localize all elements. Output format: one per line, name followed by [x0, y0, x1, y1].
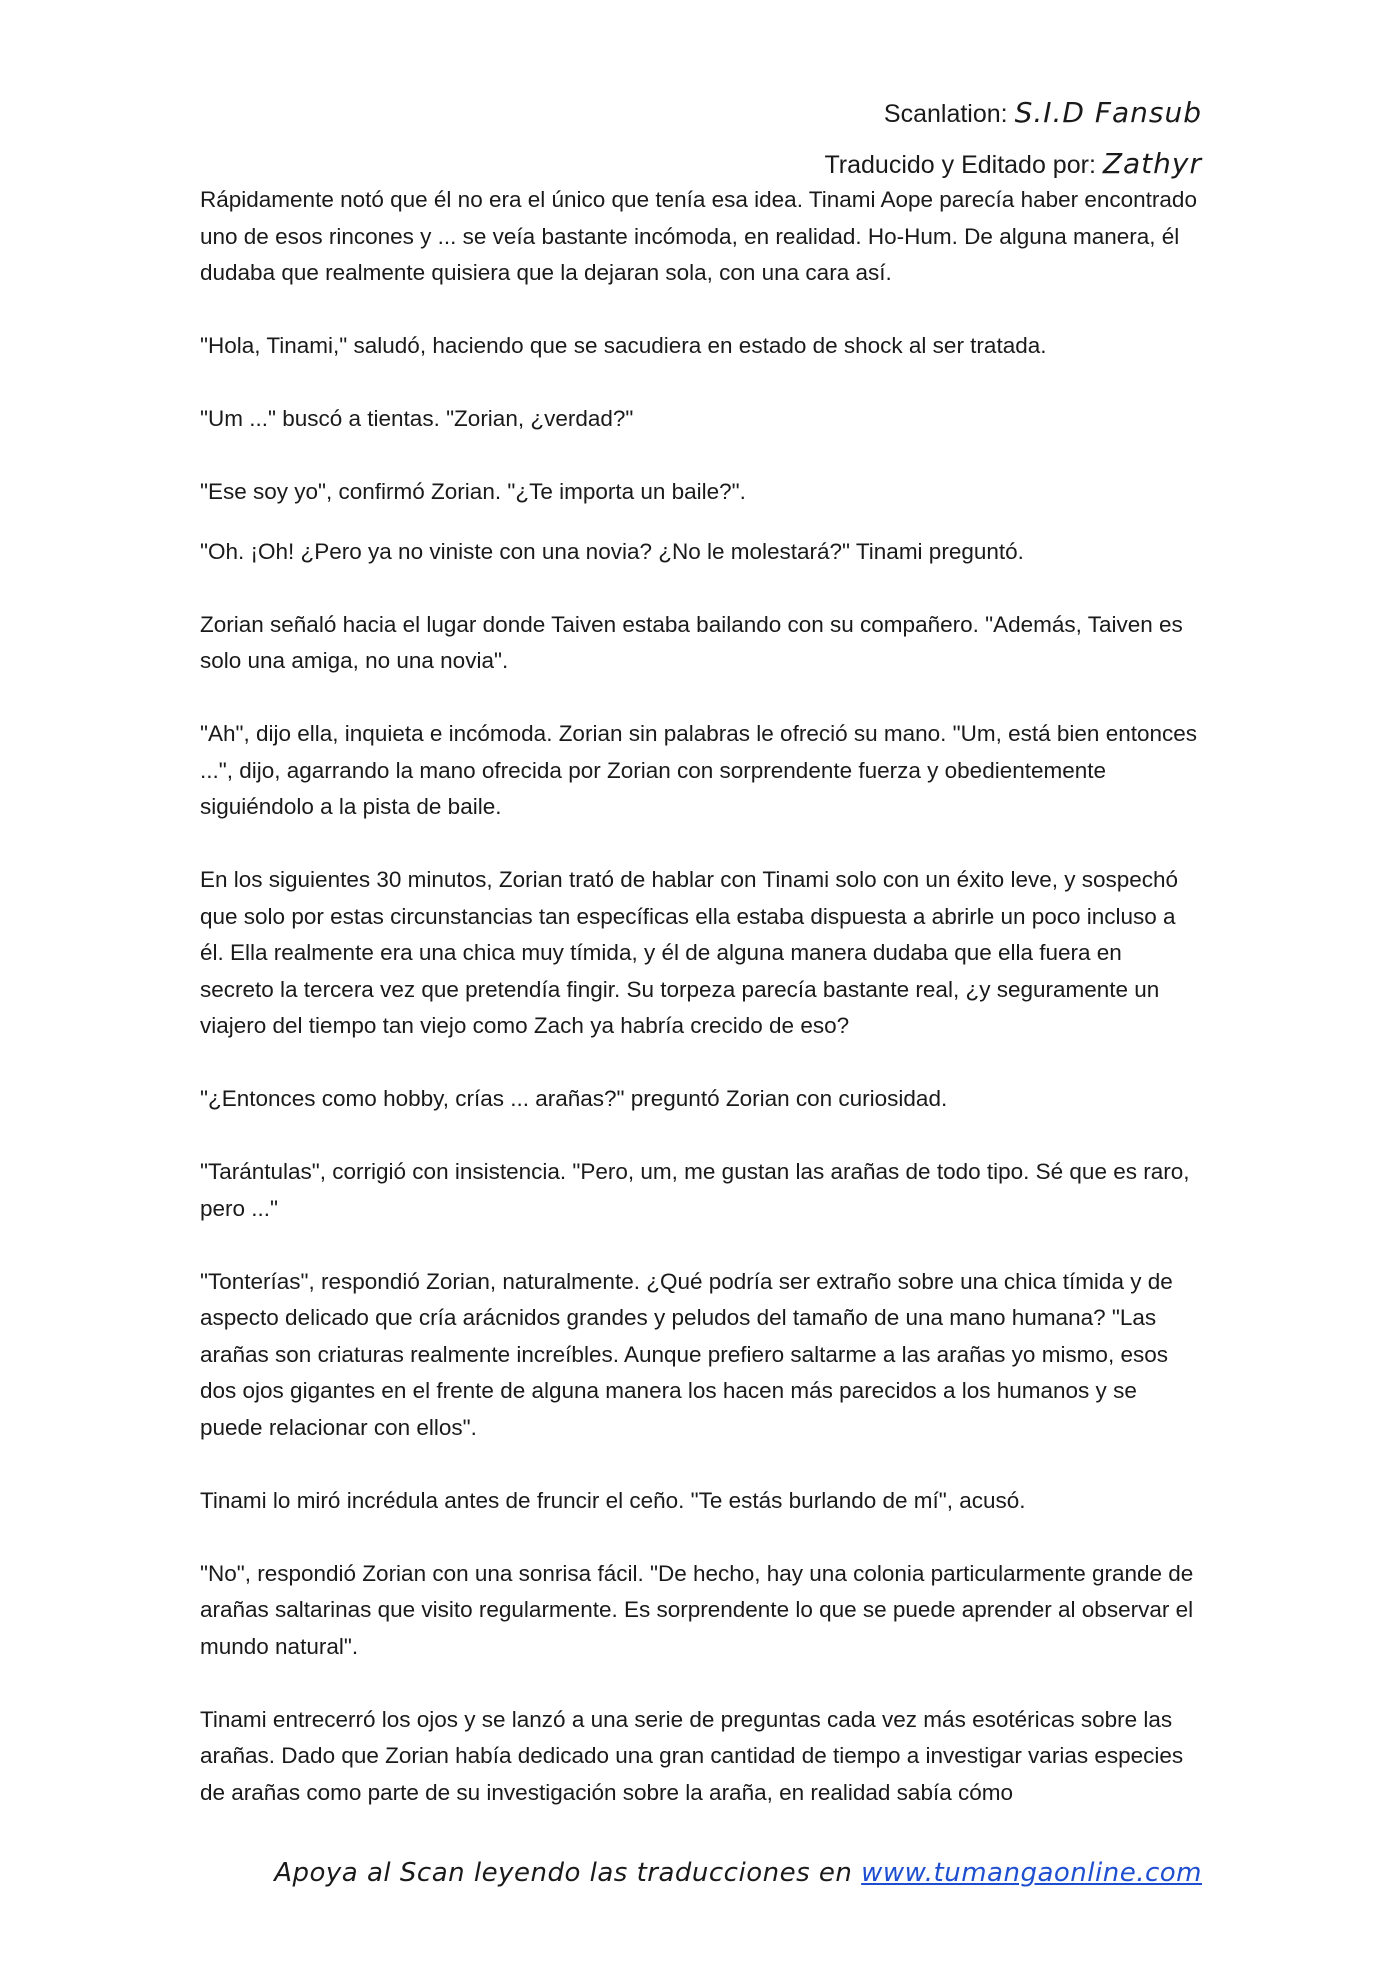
- credits-header: [824, 88, 1202, 190]
- paragraph: Tinami lo miró incrédula antes de fruncir el ceño. "Te estás burlando de mí", acusó.: [200, 1487, 1026, 1513]
- translator-name: Zathyr: [1102, 147, 1202, 180]
- paragraph: Zorian señaló hacia el lugar donde Taiven estaba bailando con su compañero. "Además, Taiven es solo una amiga, no una novia".: [200, 611, 1183, 673]
- footer-link[interactable]: www.tumangaonline.com: [861, 1858, 1202, 1888]
- paragraph: "Tarántulas", corrigió con insistencia. "Pero, um, me gustan las arañas de todo tipo. Sé que es raro, pero ...": [200, 1159, 1190, 1221]
- scanlation-name: S.I.D Fansub: [1014, 96, 1202, 129]
- paragraph: Tinami entrecerró los ojos y se lanzó a una serie de preguntas cada vez más esotéricas sobre las arañas. Dado que Zorian había dedicado una gran cantidad de tiempo a investigar varias especies de arañas como parte de su investigación sobre la araña, en realidad sabía cómo: [200, 1706, 1184, 1805]
- paragraph: "Ese soy yo", confirmó Zorian. "¿Te importa un baile?".: [200, 479, 746, 504]
- paragraph: "Ah", dijo ella, inquieta e incómoda. Zorian sin palabras le ofreció su mano. "Um, está bien entonces ...", dijo, agarrando la mano ofrecida por Zorian con sorprendente fuerza y obedientemente siguiéndolo a la pista de baile.: [200, 721, 1198, 819]
- chapter-body: [200, 182, 1200, 1848]
- support-footer: [274, 1858, 1202, 1888]
- paragraph: Rápidamente notó que él no era el único que tenía esa idea. Tinami Aope parecía haber encontrado uno de esos rincones y ... se veía bastante incómoda, en realidad. Ho-Hum. De alguna manera, él dudaba que realmente quisiera que la dejaran sola, con una cara así.: [200, 187, 1197, 285]
- paragraph: "¿Entonces como hobby, crías ... arañas?" preguntó Zorian con curiosidad.: [200, 1086, 948, 1111]
- paragraph: En los siguientes 30 minutos, Zorian trató de hablar con Tinami solo con un éxito leve, y sospechó que solo por estas circunstancias tan específicas ella estaba dispuesta a abrirle un poco incluso a él. Ella realmente era una chica muy tímida, y él de alguna manera dudaba que ella fuera en secreto la tercera vez que pretendía fingir. Su torpeza parecía bastante real, ¿y seguramente un viajero del tiempo tan viejo como Zach ya habría crecido de eso?: [200, 867, 1179, 1038]
- translator-label: Traducido y Editado por:: [824, 151, 1096, 179]
- scanlation-credit: [824, 88, 1202, 139]
- paragraph: "Tonterías", respondió Zorian, naturalmente. ¿Qué podría ser extraño sobre una chica tímida y de aspecto delicado que cría arácnidos grandes y peludos del tamaño de una mano humana? "Las arañas son criaturas realmente increíbles. Aunque prefiero saltarme a las arañas yo mismo, esos dos ojos gigantes en el frente de alguna manera los hacen más parecidos a los humanos y se puede relacionar con ellos".: [200, 1268, 1173, 1440]
- paragraph: "Um ..." buscó a tientas. "Zorian, ¿verdad?": [200, 406, 634, 431]
- paragraph: "No", respondió Zorian con una sonrisa fácil. "De hecho, hay una colonia particularmente grande de arañas saltarinas que visito regularmente. Es sorprendente lo que se puede aprender al observar el mundo natural".: [200, 1560, 1194, 1659]
- scanlation-label: Scanlation:: [883, 100, 1008, 128]
- paragraph: "Oh. ¡Oh! ¿Pero ya no viniste con una novia? ¿No le molestará?" Tinami preguntó.: [200, 538, 1024, 564]
- footer-text: Apoya al Scan leyendo las traducciones en: [274, 1858, 853, 1888]
- paragraph: "Hola, Tinami," saludó, haciendo que se sacudiera en estado de shock al ser tratada.: [200, 333, 1047, 358]
